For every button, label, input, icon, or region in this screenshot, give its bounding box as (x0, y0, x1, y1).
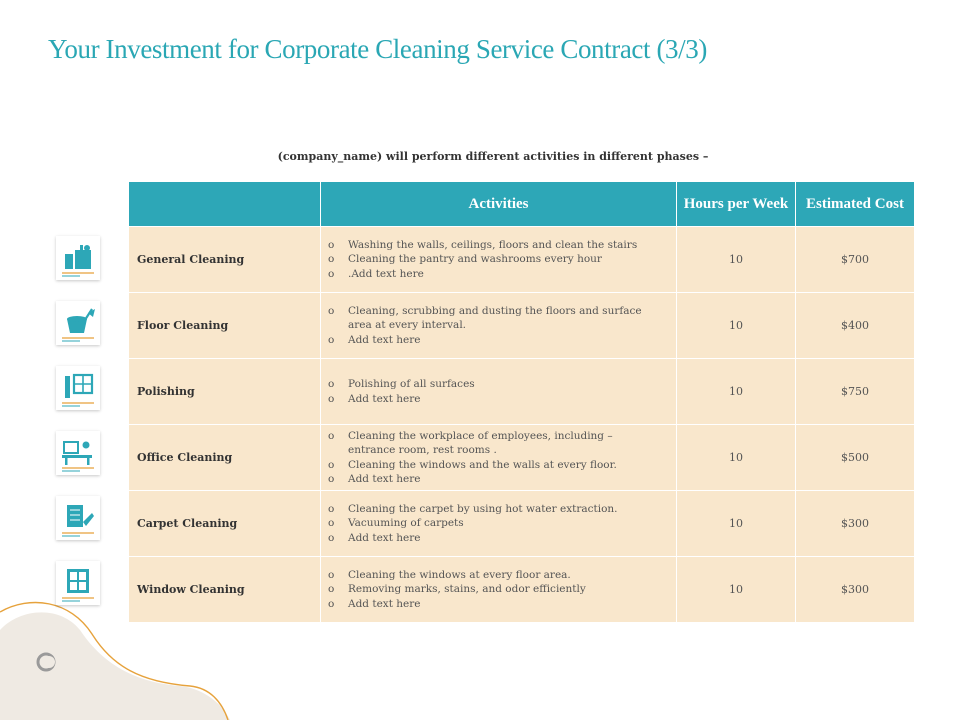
row-cost-window-cleaning: $300 (796, 557, 914, 622)
header-hours: Hours per Week (677, 182, 795, 226)
row-hours-office-cleaning: 10 (677, 425, 795, 490)
row-activities-carpet-cleaning (321, 491, 676, 556)
activity-item: o Cleaning the windows at every floor area. (328, 568, 586, 583)
carpet-vacuum-icon (56, 496, 100, 540)
activity-item: o Add text here (328, 392, 475, 407)
row-name-polishing: Polishing (129, 359, 320, 424)
row-name-window-cleaning: Window Cleaning (129, 557, 320, 622)
row-cost-general-cleaning: $700 (796, 227, 914, 292)
row-name-office-cleaning: Office Cleaning (129, 425, 320, 490)
row-hours-carpet-cleaning: 10 (677, 491, 795, 556)
activity-item: o Removing marks, stains, and odor efficiently (328, 582, 586, 597)
row-hours-polishing: 10 (677, 359, 795, 424)
page-title: Your Investment for Corporate Cleaning Service Contract (3/3) (48, 34, 707, 64)
activity-list (328, 568, 586, 612)
row-activities-general-cleaning (321, 227, 676, 292)
activity-item: o Vacuuming of carpets (328, 516, 618, 531)
office-desk-icon (56, 431, 100, 475)
row-cost-office-cleaning: $500 (796, 425, 914, 490)
row-activities-window-cleaning (321, 557, 676, 622)
activity-item: o Cleaning the pantry and washrooms every hour (328, 252, 637, 267)
activity-item: o Cleaning, scrubbing and dusting the floors and surface area at every interval. (328, 304, 662, 333)
activity-list (328, 502, 618, 546)
row-activities-polishing (321, 359, 676, 424)
window-cleaning-icon (56, 561, 100, 605)
polishing-icon (56, 366, 100, 410)
activity-item: o Cleaning the carpet by using hot water extraction. (328, 502, 618, 517)
row-cost-floor-cleaning: $400 (796, 293, 914, 358)
row-name-general-cleaning: General Cleaning (129, 227, 320, 292)
activity-item: o .Add text here (328, 267, 637, 282)
floor-cleaning-icon (56, 301, 100, 345)
activity-item: o Cleaning the windows and the walls at every floor. (328, 458, 662, 473)
activity-item: o Add text here (328, 597, 586, 612)
row-hours-window-cleaning: 10 (677, 557, 795, 622)
activity-list (328, 238, 637, 282)
activity-item: o Cleaning the workplace of employees, including – entrance room, rest rooms . (328, 429, 662, 458)
row-name-floor-cleaning: Floor Cleaning (129, 293, 320, 358)
row-hours-floor-cleaning: 10 (677, 293, 795, 358)
activity-item: o Add text here (328, 531, 618, 546)
activity-item: o Polishing of all surfaces (328, 377, 475, 392)
activity-list (328, 429, 662, 487)
header-activities: Activities (321, 182, 676, 226)
activity-list (328, 304, 662, 348)
activity-item: o Washing the walls, ceilings, floors and clean the stairs (328, 238, 637, 253)
investment-table (129, 182, 911, 618)
header-cost: Estimated Cost (796, 182, 914, 226)
row-activities-floor-cleaning (321, 293, 676, 358)
row-activities-office-cleaning (321, 425, 676, 490)
header-blank (129, 182, 320, 226)
activity-item: o Add text here (328, 472, 662, 487)
table-caption: (company_name) will perform different activities in different phases – (277, 150, 709, 163)
row-cost-polishing: $750 (796, 359, 914, 424)
row-cost-carpet-cleaning: $300 (796, 491, 914, 556)
activity-item: o Add text here (328, 333, 662, 348)
row-hours-general-cleaning: 10 (677, 227, 795, 292)
mop-bucket-icon (56, 236, 100, 280)
activity-list (328, 377, 475, 406)
row-name-carpet-cleaning: Carpet Cleaning (129, 491, 320, 556)
decorative-wave (0, 590, 240, 720)
